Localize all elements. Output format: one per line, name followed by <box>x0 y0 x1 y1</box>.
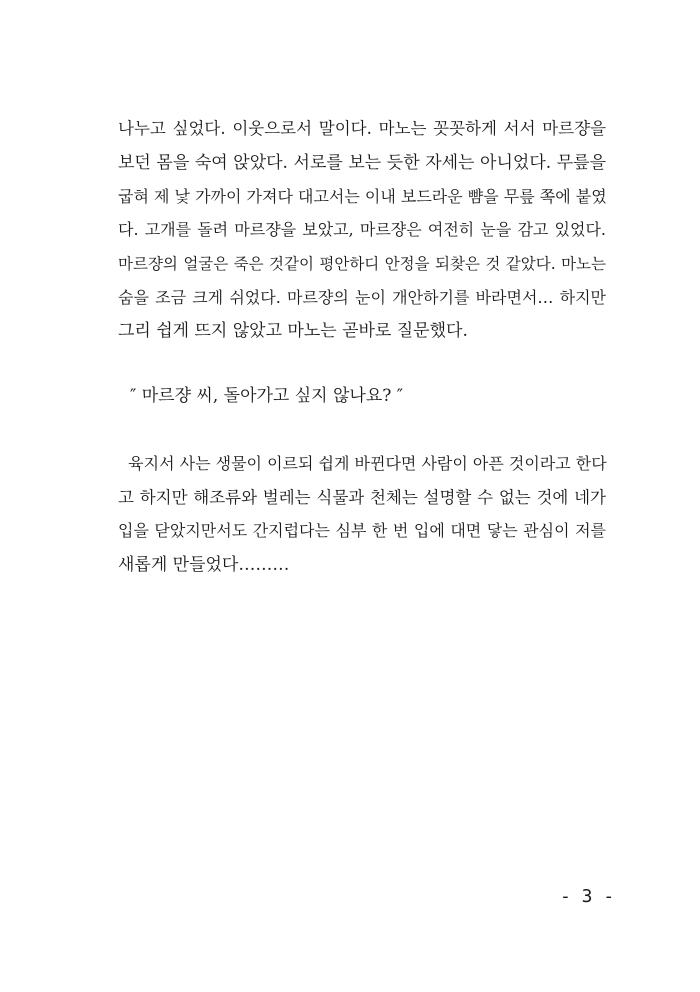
page-number: - 3 - <box>560 886 615 907</box>
paragraph-2-line-1: 육지서 사는 생물이 이르되 쉽게 바뀐다면 사람이 아픈 것이라고 한다 <box>118 454 607 473</box>
paragraph-2-line-4: 새롭게 만들었다……… <box>118 555 290 575</box>
paragraph-1-line-2: 보던 몸을 숙여 앉았다. 서로를 보는 듯한 자세는 아니었다. 무릎을 <box>118 153 606 173</box>
paragraph-1-line-5: 마르쟝의 얼굴은 죽은 것같이 평안하디 안정을 되찾은 것 같았다. 마노는 <box>118 255 606 273</box>
paragraph-2-line-2: 고 하지만 해조류와 벌레는 식물과 천체는 설명할 수 없는 것에 네가 <box>118 488 606 507</box>
dialogue-line: ″ 마르쟝 씨, 돌아가고 싶지 않나요? ″ <box>130 386 404 406</box>
paragraph-1-line-4: 다. 고개를 돌려 마르쟝을 보았고, 마르쟝은 여전히 눈을 감고 있었다. <box>118 220 606 239</box>
paragraph-2-line-3: 입을 닫았지만서도 간지럽다는 심부 한 번 입에 대면 닿는 관심이 저를 <box>118 521 606 540</box>
paragraph-1-line-3: 굽혀 제 낯 가까이 가져다 대고서는 이내 보드라운 뺨을 무릎 쪽에 붙였 <box>118 187 607 206</box>
paragraph-1-line-7: 그리 쉽게 뜨지 않았고 마노는 곧바로 질문했다. <box>118 321 468 341</box>
paragraph-1-line-6: 숨을 조금 크게 쉬었다. 마르쟝의 눈이 개안하기를 바라면서… 하지만 <box>118 288 606 307</box>
paragraph-1-line-1: 나누고 싶었다. 이웃으로서 말이다. 마노는 꼿꼿하게 서서 마르쟝을 <box>118 119 606 138</box>
